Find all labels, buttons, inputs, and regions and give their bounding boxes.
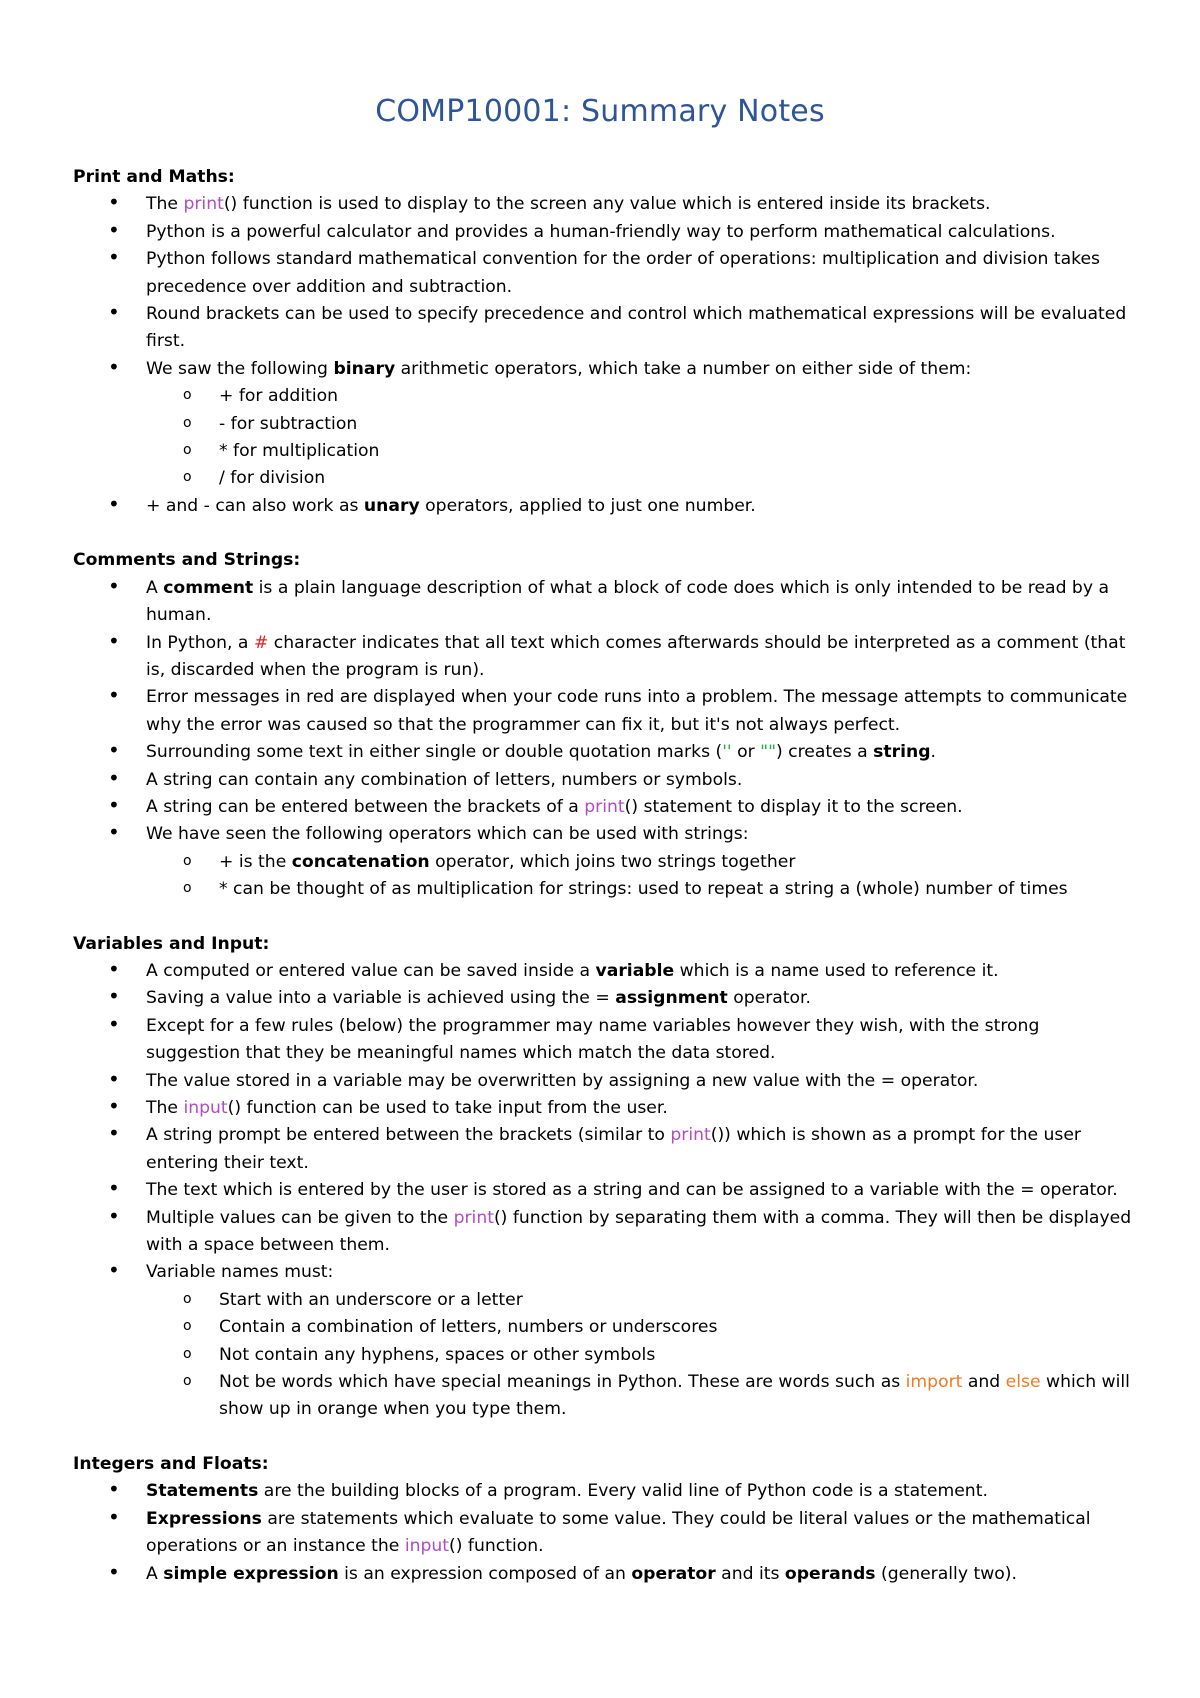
list-item: • A string can contain any combination of letters, numbers or symbols. — [73, 767, 1133, 794]
hash-symbol: # — [253, 632, 269, 653]
list-item — [73, 958, 1133, 985]
text-run: We have seen the following operators which can be used with strings: — [146, 824, 749, 845]
text-run: are the building blocks of a program. Every valid line of Python code is a statement. — [258, 1481, 988, 1502]
code-keyword: else — [1005, 1372, 1041, 1393]
section-heading: Variables and Input: — [73, 933, 270, 954]
bold-term: concatenation — [291, 851, 430, 872]
text-run: The — [146, 1098, 184, 1118]
text-run: () function by separating them with a comma. They will then be displayed with a space between them. — [146, 1207, 1132, 1256]
code-keyword: print — [670, 1125, 711, 1146]
text-run: () statement to display it to the screen. — [624, 796, 963, 817]
text-run: A computed or entered value can be saved inside a — [146, 960, 596, 981]
text-run: character indicates that all text which comes afterwards should be interpreted as a comment (that is, discarded when the program is run). — [146, 632, 1126, 680]
code-keyword: input — [404, 1536, 450, 1557]
text-run: ()) which is shown as a prompt for the user entering their text. — [146, 1125, 1082, 1173]
section-integers-and-floats — [73, 1451, 1133, 1588]
sub-list-item: o / for division — [146, 465, 1133, 492]
sub-list — [146, 383, 1133, 493]
text-run: In Python, a — [146, 632, 254, 653]
list-item — [73, 1205, 1133, 1260]
list-item — [73, 191, 1133, 218]
text-run: Multiple values can be given to the — [146, 1207, 454, 1228]
text-run: Variable names must: — [146, 1262, 334, 1283]
sub-list — [146, 849, 1133, 904]
sub-list — [146, 1287, 1133, 1424]
text-run: We saw the following — [146, 358, 334, 379]
section-heading: Integers and Floats: — [73, 1453, 269, 1474]
text-run: ) creates a — [775, 742, 874, 763]
text-run: A string prompt be entered between the brackets (similar to — [146, 1125, 671, 1146]
bold-term: unary — [363, 495, 420, 516]
text-run: and its — [715, 1563, 785, 1584]
code-keyword: print — [183, 194, 224, 215]
list-item — [73, 821, 1133, 903]
list-item — [73, 739, 1133, 766]
list-item — [73, 356, 1133, 493]
text-run: are statements which evaluate to some value. They could be literal values or the mathematical operations or an instance the — [146, 1508, 1091, 1557]
bold-term: operands — [784, 1563, 876, 1584]
bullet-list — [73, 575, 1133, 904]
sub-list-item: o + for addition — [146, 383, 1133, 410]
bullet-list — [73, 191, 1133, 520]
text-run: + and - can also work as — [146, 495, 364, 516]
bold-term: Expressions — [146, 1508, 262, 1529]
text-run: operators, applied to just one number. — [419, 495, 756, 516]
text-run: and — [962, 1372, 1006, 1393]
text-run: operator. — [727, 988, 812, 1009]
list-item — [73, 575, 1133, 630]
text-run: A string can be entered between the brackets of a — [146, 796, 585, 817]
sub-list-item: o Contain a combination of letters, numbers or underscores — [146, 1314, 1133, 1341]
text-run: + is the — [219, 851, 292, 872]
code-keyword: print — [453, 1207, 494, 1228]
bold-term: variable — [595, 960, 675, 981]
sub-list-item: o - for subtraction — [146, 411, 1133, 438]
bullet-list — [73, 958, 1133, 1424]
text-run: which will show up in orange when you type them. — [219, 1372, 1130, 1420]
page-title: COMP10001: Summary Notes — [375, 94, 825, 129]
text-run: or — [731, 742, 761, 763]
text-run: operator, which joins two strings together — [429, 851, 796, 872]
section-print-and-maths — [73, 164, 1133, 520]
list-item — [73, 794, 1133, 821]
list-item — [73, 1506, 1133, 1561]
list-item: • Python follows standard mathematical convention for the order of operations: multiplication and division takes precedence over addition and subtraction. — [73, 246, 1133, 301]
text-run: () function is used to display to the screen any value which is entered inside its brackets. — [223, 194, 991, 215]
code-keyword: input — [183, 1098, 228, 1118]
list-item — [73, 1259, 1133, 1423]
text-run: (generally two). — [875, 1563, 1017, 1584]
list-item — [73, 985, 1133, 1012]
bold-term: simple expression — [163, 1563, 339, 1584]
list-item: • The value stored in a variable may be overwritten by assigning a new value with the = operator. — [73, 1068, 1133, 1095]
bold-term: string — [873, 742, 931, 763]
list-item: • Python is a powerful calculator and provides a human-friendly way to perform mathematical calculations. — [73, 219, 1133, 246]
list-item — [73, 630, 1133, 685]
sub-list-item: o Start with an underscore or a letter — [146, 1287, 1133, 1314]
text-run: () function can be used to take input from the user. — [227, 1098, 668, 1118]
bold-term: assignment — [615, 988, 728, 1009]
sub-list-item — [146, 1369, 1133, 1424]
text-run: The — [146, 194, 184, 215]
list-item — [73, 1095, 1133, 1122]
quote-marks: '' — [722, 742, 732, 763]
sub-list-item: o * for multiplication — [146, 438, 1133, 465]
sub-list-item: o * can be thought of as multiplication for strings: used to repeat a string a (whole) number of times — [146, 876, 1133, 903]
list-item: • Round brackets can be used to specify precedence and control which mathematical expressions will be evaluated first. — [73, 301, 1133, 356]
list-item: • The text which is entered by the user is stored as a string and can be assigned to a variable with the = operator. — [73, 1177, 1133, 1204]
text-run: Saving a value into a variable is achieved using the = — [146, 988, 616, 1009]
section-variables-and-input — [73, 931, 1133, 1424]
text-run: . — [930, 742, 936, 763]
notes-content — [73, 164, 1133, 1615]
code-keyword: import — [905, 1372, 963, 1393]
section-heading: Comments and Strings: — [73, 550, 301, 571]
list-item: • Except for a few rules (below) the programmer may name variables however they wish, with the strong suggestion that they be meaningful names which match the data stored. — [73, 1013, 1133, 1068]
section-comments-and-strings — [73, 547, 1133, 903]
sub-list-item — [146, 849, 1133, 876]
bold-term: binary — [333, 358, 396, 379]
text-run: arithmetic operators, which take a number on either side of them: — [395, 358, 972, 379]
sub-list-item: o Not contain any hyphens, spaces or other symbols — [146, 1342, 1133, 1369]
list-item — [73, 1122, 1133, 1177]
text-run: () function. — [449, 1536, 544, 1557]
bold-term: comment — [163, 577, 254, 598]
text-run: is a plain language description of what a block of code does which is only intended to be read by a human. — [146, 577, 1110, 626]
bold-term: Statements — [146, 1481, 259, 1502]
bold-term: operator — [631, 1563, 716, 1584]
list-item — [73, 1561, 1133, 1588]
list-item — [73, 1478, 1133, 1505]
text-run: Not be words which have special meanings in Python. These are words such as — [219, 1372, 906, 1393]
text-run: is an expression composed of an — [338, 1563, 632, 1584]
text-run: Surrounding some text in either single or double quotation marks ( — [146, 742, 723, 763]
code-keyword: print — [584, 796, 625, 817]
list-item — [73, 493, 1133, 520]
quote-marks: "" — [760, 742, 776, 763]
list-item: • Error messages in red are displayed when your code runs into a problem. The message attempts to communicate why the error was caused so that the programmer can fix it, but it's not always perfect. — [73, 684, 1133, 739]
text-run: A — [146, 1563, 164, 1584]
section-heading: Print and Maths: — [73, 167, 235, 187]
text-run: which is a name used to reference it. — [674, 960, 999, 981]
text-run: A — [146, 577, 164, 598]
bullet-list — [73, 1478, 1133, 1588]
